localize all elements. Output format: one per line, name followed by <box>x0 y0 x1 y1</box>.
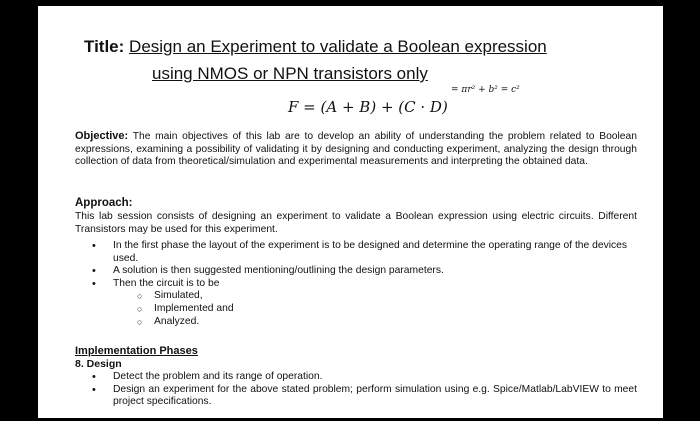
title-line-1 <box>84 36 547 58</box>
boolean-formula: F = (A + B) + (C · D) <box>288 98 448 116</box>
circle-bullet-icon: ○ <box>137 303 143 314</box>
list-item <box>75 278 637 291</box>
approach-text: This lab session consists of designing an experiment to validate a Boolean expression using electric circuits. Different Transistors may be used for this experiment. <box>75 211 637 235</box>
sub-bullet-text: Implemented and <box>154 302 234 314</box>
design-bullet-text: Design an experiment for the above stated problem; perform simulation using e.g. Spice/Matlab/LabVIEW to meet project specifications. <box>113 383 637 408</box>
title-text-line-1: Design an Experiment to validate a Boolean expression <box>129 37 547 56</box>
document-page <box>38 6 663 418</box>
title-label: Title: <box>84 37 125 56</box>
approach-heading: Approach: <box>75 197 133 209</box>
sub-list-item <box>75 316 637 329</box>
approach-bullet-text: A solution is then suggested mentioning/outlining the design parameters. <box>113 265 444 277</box>
list-item <box>75 265 637 278</box>
implementation-heading: Implementation Phases <box>75 345 198 357</box>
approach-bullet-text: In the first phase the layout of the experiment is to be designed and determine the operating range of the devices used. <box>113 240 628 264</box>
circle-bullet-icon: ○ <box>137 291 143 302</box>
sub-list-item <box>75 290 637 303</box>
sub-list-item <box>75 303 637 316</box>
side-formula: = πr² + b² = c² <box>451 85 520 95</box>
objective-text: The main objectives of this lab are to develop an ability of understanding the problem related to Boolean expressions, examining a possibility of validating it by designing and conducting experiment, analyzing the design through collection of data from theoretical/simulation and experimental measurements and interpreting the obtained data. <box>75 131 637 168</box>
approach-bullets <box>75 240 637 328</box>
design-bullets <box>75 371 637 409</box>
bullet-icon: • <box>92 383 96 396</box>
list-item <box>75 384 637 409</box>
sub-bullet-text: Analyzed. <box>154 315 200 327</box>
approach-bullet-text: Then the circuit is to be <box>113 277 220 289</box>
bullet-icon: • <box>92 240 96 252</box>
title-text-line-2: using NMOS or NPN transistors only <box>152 64 428 83</box>
objective-paragraph <box>75 130 637 169</box>
circle-bullet-icon: ○ <box>137 316 143 327</box>
design-heading: 8. Design <box>75 358 122 370</box>
bullet-icon: • <box>92 371 96 383</box>
bullet-icon: • <box>92 277 96 290</box>
bullet-icon: • <box>92 265 96 278</box>
list-item <box>75 240 637 265</box>
design-bullet-text: Detect the problem and its range of operation. <box>113 371 323 382</box>
sub-bullet-text: Simulated, <box>154 290 203 302</box>
objective-heading: Objective: <box>75 130 129 142</box>
list-item <box>75 371 637 384</box>
